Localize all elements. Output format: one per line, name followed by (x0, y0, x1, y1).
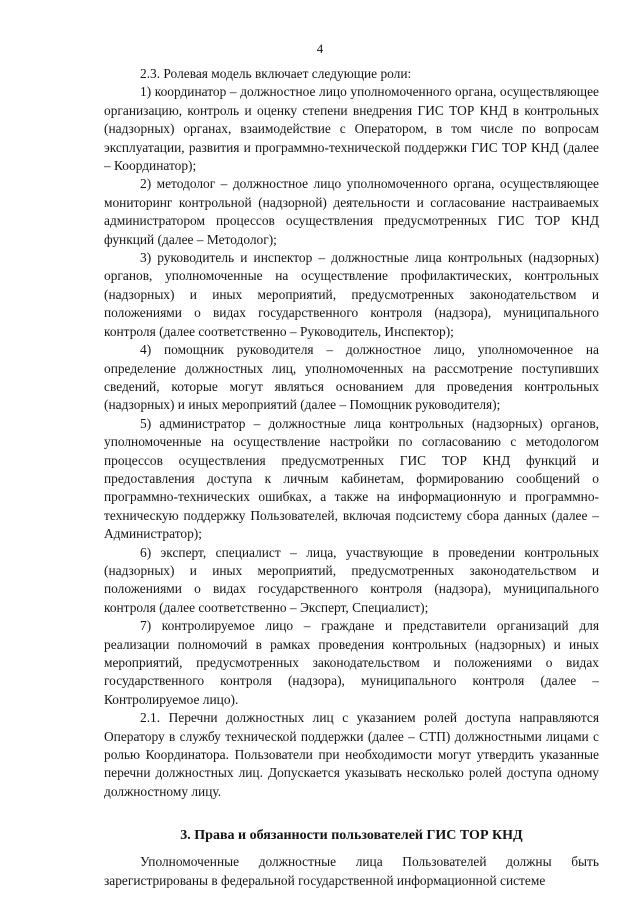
role-expert-specialist: 6) эксперт, специалист – лица, участвующие в проведении контрольных (надзорных) и иных мероприятий, предусмотренных законодательством и положениями о видах государственного контроля (надзора), муниципального контроля (далее соответственно – Эксперт, Специалист); (104, 544, 599, 615)
section-3-heading: 3. Права и обязанности пользователей ГИС ТОР КНД (180, 828, 523, 844)
role-coordinator: 1) координатор – должностное лицо уполномоченного органа, осуществляющее организацию, контроль и оценку степени внедрения ГИС ТОР КНД в контрольных (надзорных) органах, взаимодействие с Оператором, в том числе по вопросам эксплуатации, развития и программно-технической поддержки ГИС ТОР КНД (далее – Координатор); (104, 84, 599, 174)
page-number: 4 (316, 41, 324, 56)
role-controlled-person: 7) контролируемое лицо – граждане и представители организаций для реализации полномочий в рамках проведения контрольных (надзорных) и иных мероприятий, предусмотренных законодательством и положениями о видах государственного контроля (надзора), муниципального контроля (далее – Контролируемое лицо). (104, 618, 599, 707)
role-manager-inspector: 3) руководитель и инспектор – должностные лица контрольных (надзорных) органов, уполномоченные на осуществление профилактических, контрольных (надзорных) и иных мероприятий, предусмотренных законодательством и положениями о видах государственного контроля (надзора), муниципального контроля (далее соответственно – Руководитель, Инспектор); (104, 250, 599, 339)
section-3-paragraph: Уполномоченные должностные лица Пользователей должны быть зарегистрированы в федеральной государственной информационной системе (104, 854, 599, 888)
role-assistant-manager: 4) помощник руководителя – должностное лицо, уполномоченное на определение должностных лиц, уполномоченных на рассмотрение поступивших сведений, которые могут являться основанием для проведения контрольных (надзорных) и иных мероприятий (далее – Помощник руководителя); (104, 342, 599, 413)
section-2-3-intro: 2.3. Ролевая модель включает следующие роли: (140, 66, 412, 81)
role-administrator: 5) администратор – должностные лица контрольных (надзорных) органов, уполномоченные на осуществление настройки по согласованию с методологом процессов осуществления предусмотренных ГИС ТОР КНД функций и предоставления доступа к личным кабинетам, формированию сообщений о программно-технических ошибках, а также на информационную и программно-техническую поддержку Пользователей, включая подсистему сбора данных (далее – Администратор); (104, 415, 599, 542)
role-methodologist: 2) методолог – должностное лицо уполномоченного органа, осуществляющее мониторинг контрольной (надзорной) деятельности и согласование настраиваемых администратором процессов осуществления предусмотренных ГИС ТОР КНД функций (далее – Методолог); (104, 176, 599, 247)
document-body (104, 65, 599, 890)
clause-2-1: 2.1. Перечни должностных лиц с указанием ролей доступа направляются Оператору в службу технической поддержки (далее – СТП) должностными лицами с ролью Координатора. Пользователи при необходимости могут утвердить указанные перечни должностных лиц. Допускается указывать несколько ролей доступа одному должностному лицу. (104, 710, 599, 799)
